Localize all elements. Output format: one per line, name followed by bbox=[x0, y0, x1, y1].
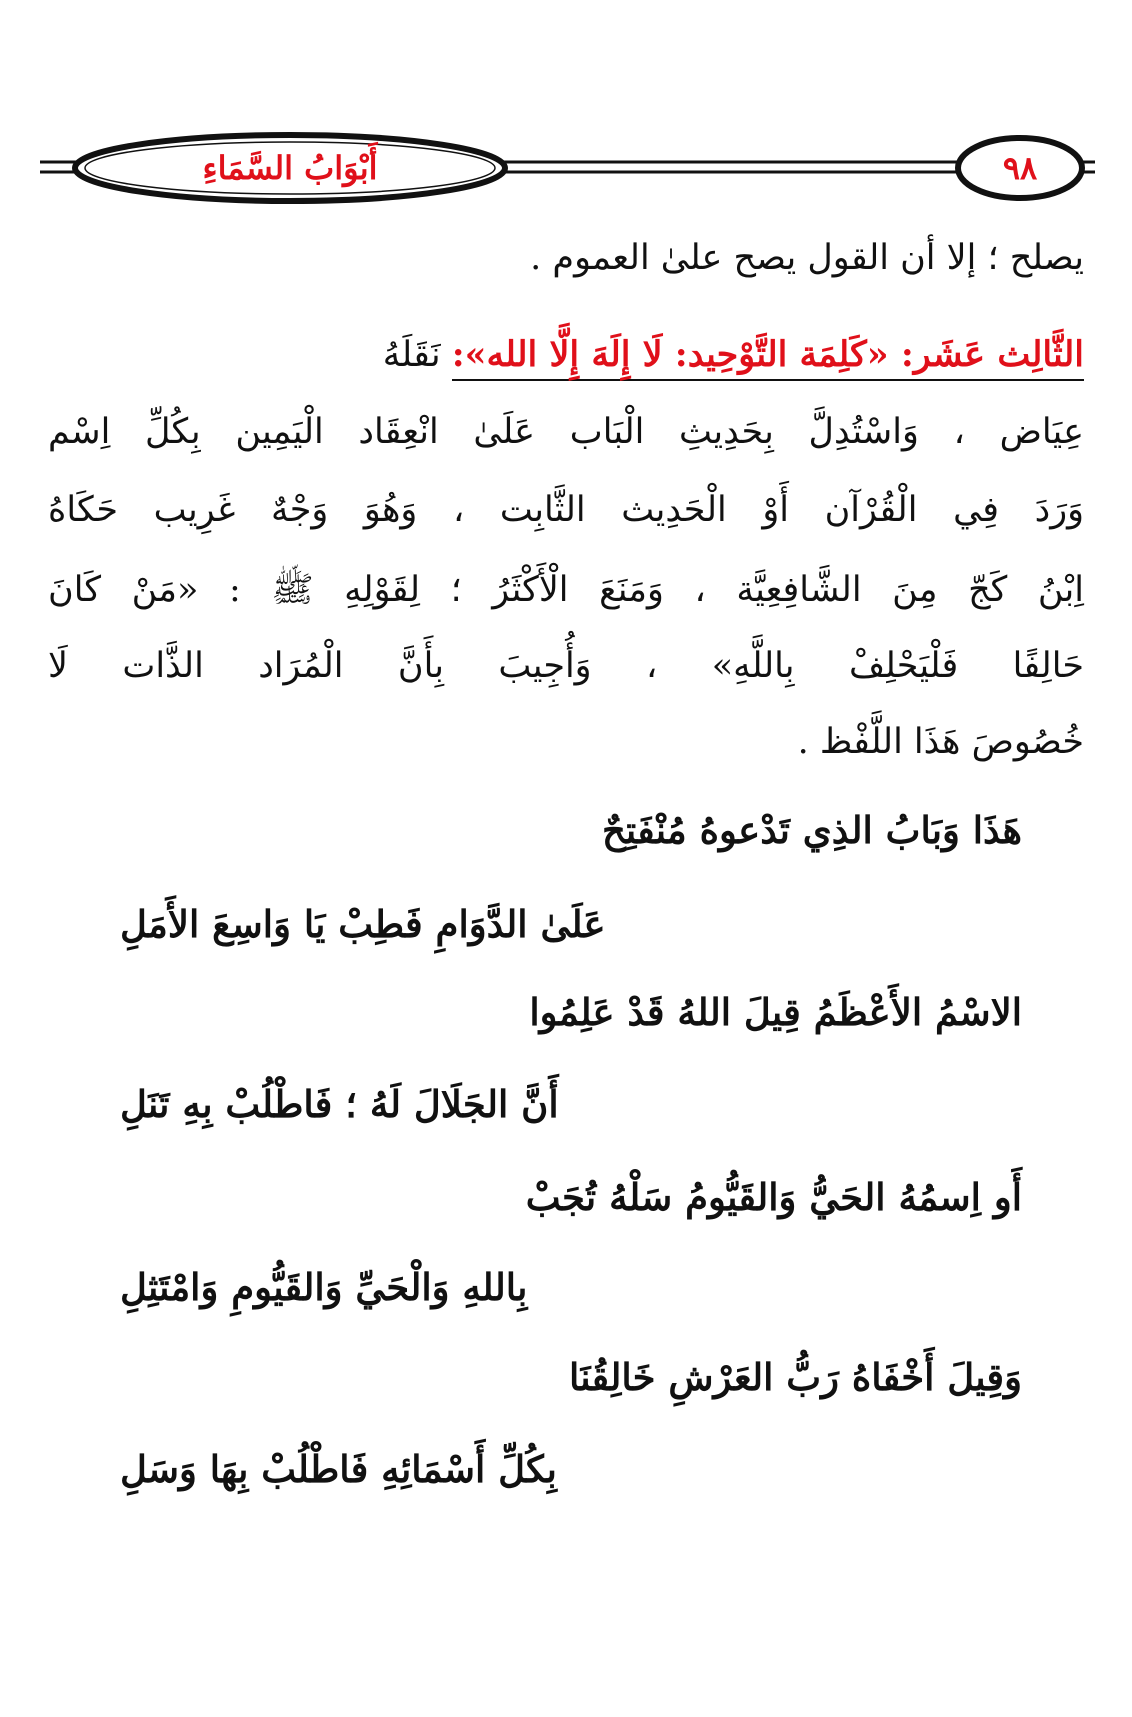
poem-verse-1-first: هَذَا وَبَابُ الذِي تَدْعوهُ مُنْفَتِحٌ bbox=[602, 808, 1022, 852]
poem-verse-4-first: وَقِيلَ أَخْفَاهُ رَبُّ العَرْشِ خَالِقُنَا bbox=[568, 1355, 1022, 1399]
poem-verse-1-second: عَلَىٰ الدَّوَامِ فَطِبْ يَا وَاسِعَ الأَمَلِ bbox=[120, 902, 606, 946]
section-heading-continuation: نَقَلَهُ bbox=[382, 335, 441, 375]
page-number: ٩٨ bbox=[1002, 149, 1038, 187]
poem-verse-2-first: الاسْمُ الأَعْظَمُ قِيلَ اللهُ قَدْ عَلِمُوا bbox=[529, 990, 1022, 1034]
body-line-5: حَالِفًا فَلْيَحْلِفْ بِاللَّهِ» ، وَأُجِيبَ بِأَنَّ الْمُرَاد الذَّات لَا bbox=[48, 646, 1084, 686]
body-line-2: عِيَاض ، وَاسْتُدِلَّ بِحَدِيثِ الْبَاب عَلَىٰ انْعِقَاد الْيَمِين بِكُلِّ اِسْم bbox=[48, 412, 1084, 452]
body-line-3: وَرَدَ فِي الْقُرْآن أَوْ الْحَدِيث الثَّابِت ، وَهُوَ وَجْهٌ غَرِيب حَكَاهُ bbox=[48, 490, 1084, 530]
section-heading-line bbox=[383, 334, 1084, 375]
body-line-6: خُصُوصَ هَذَا اللَّفْظ . bbox=[797, 722, 1084, 762]
poem-verse-4-second: بِكُلِّ أَسْمَائِهِ فَاطْلُبْ بِهَا وَسَلِ bbox=[120, 1447, 557, 1491]
page-header bbox=[40, 132, 1095, 204]
poem-verse-2-second: أَنَّ الجَلَالَ لَهُ ؛ فَاطْلُبْ بِهِ تَنَلِ bbox=[120, 1082, 559, 1126]
body-line-1: يصلح ؛ إلا أن القول يصح علىٰ العموم . bbox=[530, 238, 1084, 278]
section-heading: الثَّالِث عَشَر: «كَلِمَة التَّوْحِيد: لَا إِلَهَ إِلَّا الله»: bbox=[452, 334, 1084, 381]
body-line-4: اِبْنُ كَجّ مِنَ الشَّافِعِيَّة ، وَمَنَعَ الْأَكْثَرُ ؛ لِقَوْلِهِ ﷺ : «مَنْ كَانَ bbox=[48, 570, 1084, 610]
book-title: أَبْوَابُ السَّمَاءِ bbox=[202, 149, 378, 187]
poem-verse-3-first: أَو اِسمُهُ الحَيُّ وَالقَيُّومُ سَلْهُ تُجَبْ bbox=[525, 1175, 1022, 1219]
poem-verse-3-second: بِاللهِ وَالْحَيِّ وَالقَيُّومِ وَامْتَثِلِ bbox=[120, 1265, 528, 1309]
